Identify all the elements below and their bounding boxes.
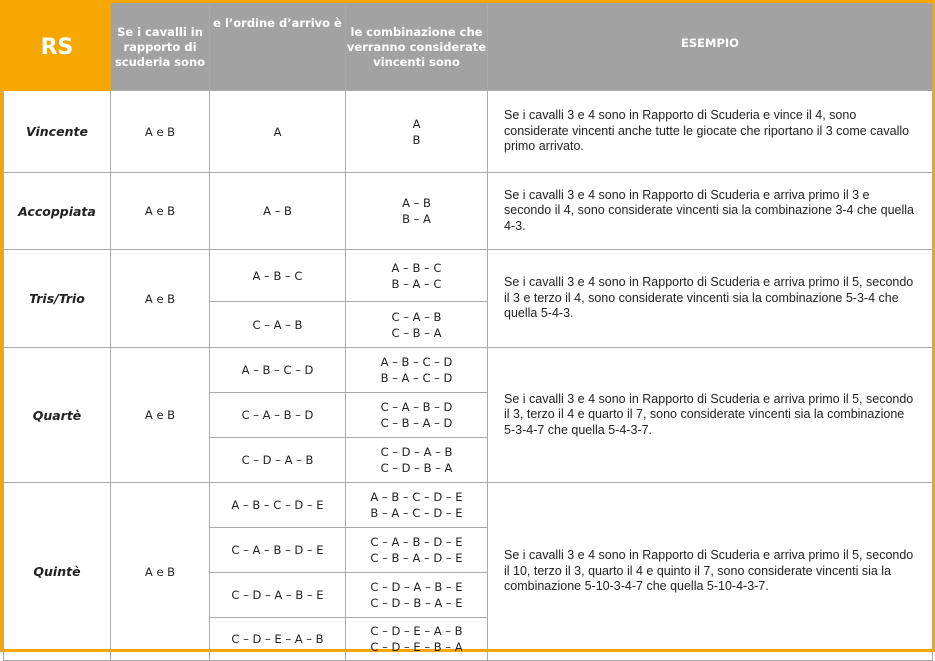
combination-line: C – D – E – B – A [370, 640, 463, 654]
combination-line: C – D – B – A [380, 461, 453, 475]
bet-type-quinte: Quintè [4, 483, 111, 661]
table-row [4, 483, 933, 528]
horses-cell: A e B [111, 250, 210, 348]
example-cell: Se i cavalli 3 e 4 sono in Rapporto di Scuderia e vince il 4, sono considerate vincenti anche tutte le giocate che riportano il 3 come cavallo primo arrivato. [488, 91, 933, 173]
combination-line: C – D – E – A – B [370, 624, 463, 638]
example-cell: Se i cavalli 3 e 4 sono in Rapporto di Scuderia e arriva primo il 3 e secondo il 4, sono considerate vincenti sia la combinazione 3-4 che quella 4-3. [488, 173, 933, 250]
table-row [4, 348, 933, 393]
order-cell: A – B [210, 173, 346, 250]
order-cell: A – B – C [210, 250, 346, 302]
table-row [4, 91, 933, 173]
rapporto-scuderia-table [3, 3, 933, 661]
horses-cell: A e B [111, 173, 210, 250]
combination-cell [346, 173, 488, 250]
combination-cell [346, 483, 488, 528]
combination-line: A – B [402, 196, 431, 210]
horses-cell: A e B [111, 91, 210, 173]
bet-type-vincente: Vincente [4, 91, 111, 173]
combination-cell [346, 528, 488, 573]
header-combinations: le combinazione che verranno considerate vincenti sono [346, 4, 488, 91]
combination-cell [346, 618, 488, 661]
combination-line: A [412, 116, 421, 131]
combination-line: B – A – C – D – E [370, 506, 463, 520]
bet-type-quarte: Quartè [4, 348, 111, 483]
rs-title: RS [4, 4, 111, 91]
combination-cell [346, 393, 488, 438]
order-cell: C – D – A – B – E [210, 573, 346, 618]
combination-line: C – A – B – D [380, 400, 453, 414]
example-cell: Se i cavalli 3 e 4 sono in Rapporto di Scuderia e arriva primo il 5, secondo il 10, terzo il 3, quarto il 4 e quinto il 7, sono considerate vincenti sia la combinazione 5-10-3-4-7 che quella 5-10-4-3-7. [488, 483, 933, 661]
order-cell: C – D – E – A – B [210, 618, 346, 661]
order-cell: C – A – B [210, 302, 346, 348]
table-row [4, 173, 933, 250]
order-cell: C – A – B – D [210, 393, 346, 438]
combination-cell [346, 348, 488, 393]
combination-line: C – D – A – B – E [370, 580, 463, 594]
table-row [4, 250, 933, 302]
combination-cell [346, 91, 488, 173]
horses-cell: A e B [111, 483, 210, 661]
order-cell: C – A – B – D – E [210, 528, 346, 573]
combination-line: B – A – C – D [380, 371, 453, 385]
order-cell: A [210, 91, 346, 173]
order-cell: C – D – A – B [210, 438, 346, 483]
combination-cell [346, 250, 488, 302]
combination-line: B – A [402, 212, 431, 226]
combination-line: C – A – B [391, 309, 442, 324]
combination-line: C – D – A – B [380, 445, 453, 459]
combination-cell [346, 438, 488, 483]
example-cell: Se i cavalli 3 e 4 sono in Rapporto di Scuderia e arriva primo il 5, secondo il 3, terzo il 4 e quarto il 7, sono considerate vincenti sia la combinazione 5-3-4-7 che quella 5-4-3-7. [488, 348, 933, 483]
combination-line: A – B – C – D – E [370, 490, 463, 504]
example-cell: Se i cavalli 3 e 4 sono in Rapporto di Scuderia e arriva primo il 5, secondo il 3 e terzo il 4, sono considerate vincenti sia la combinazione 5-3-4 che quella 5-4-3. [488, 250, 933, 348]
header-row [4, 4, 933, 91]
header-horses: Se i cavalli in rapporto di scuderia sono [111, 4, 210, 91]
header-example: ESEMPIO [488, 4, 933, 91]
combination-cell [346, 573, 488, 618]
horses-cell: A e B [111, 348, 210, 483]
combination-line: B [412, 132, 421, 147]
bet-type-accoppiata: Accoppiata [4, 173, 111, 250]
combination-line: C – D – B – A – E [370, 596, 463, 610]
combination-line: A – B – C – D [380, 355, 453, 369]
combination-line: B – A – C [391, 276, 442, 291]
header-order: e l’ordine d’arrivo è [210, 4, 346, 91]
combination-line: C – B – A – D [380, 416, 453, 430]
combination-line: C – A – B – D – E [370, 535, 463, 549]
combination-line: A – B – C [391, 260, 442, 275]
order-cell: A – B – C – D [210, 348, 346, 393]
combination-line: C – B – A – D – E [370, 551, 463, 565]
order-cell: A – B – C – D – E [210, 483, 346, 528]
combination-line: C – B – A [391, 325, 442, 340]
combination-cell [346, 302, 488, 348]
bet-type-tris: Tris/Trio [4, 250, 111, 348]
